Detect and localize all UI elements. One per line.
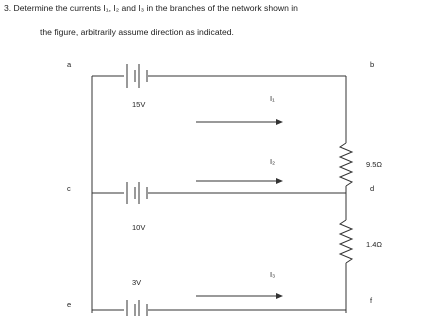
battery-3v xyxy=(127,300,147,316)
current-label-i3: I₃ xyxy=(270,270,276,279)
resistor-label-9-5: 9.5Ω xyxy=(366,160,383,169)
source-label-10v: 10V xyxy=(132,223,146,232)
battery-10v xyxy=(127,182,147,204)
resistor-1-4-ohm xyxy=(340,220,352,263)
question-line-1: 3. Determine the currents I₁, I₂ and I₃ in the branches of the network shown in xyxy=(4,3,298,13)
current-arrow-i1 xyxy=(196,119,283,125)
node-label-b: b xyxy=(370,60,375,69)
current-label-i2: I₂ xyxy=(270,157,275,166)
current-arrow-i3 xyxy=(196,293,283,299)
resistor-label-1-4: 1.4Ω xyxy=(366,240,383,249)
question-line-2: the figure, arbitrarily assume direction as indicated. xyxy=(40,27,234,37)
node-label-c: c xyxy=(67,184,71,193)
node-label-a: a xyxy=(67,60,72,69)
battery-15v xyxy=(127,64,147,88)
node-label-e: e xyxy=(67,300,72,309)
current-arrow-i2 xyxy=(196,178,283,184)
source-label-3v: 3V xyxy=(132,278,142,287)
source-label-15v: 15V xyxy=(132,100,146,109)
node-label-d: d xyxy=(370,184,375,193)
resistor-9-5-ohm xyxy=(340,143,352,186)
current-label-i1: I₁ xyxy=(270,94,275,103)
node-label-f: f xyxy=(370,296,373,305)
